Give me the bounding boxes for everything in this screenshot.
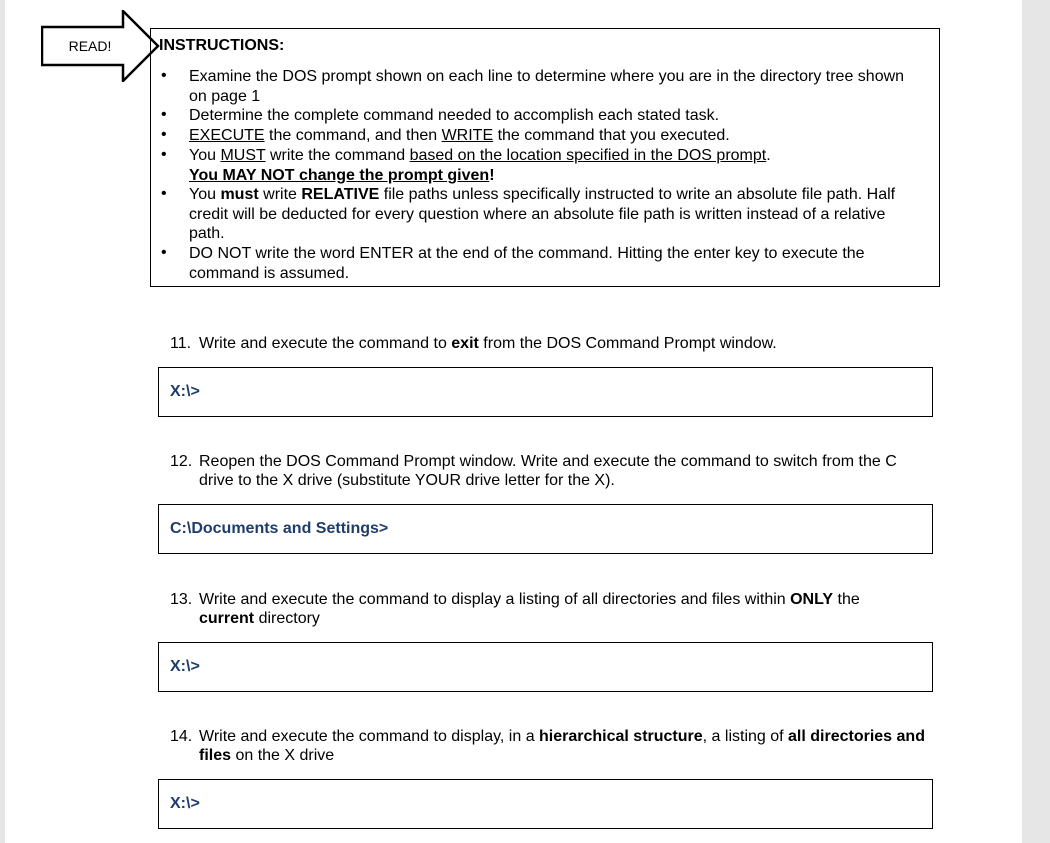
answer-box-14[interactable] bbox=[158, 779, 933, 829]
read-callout-label: READ! bbox=[68, 38, 112, 54]
instruction-item-2: Determine the complete command needed to accomplish each stated task. bbox=[189, 107, 720, 124]
bullet-icon: • bbox=[161, 185, 167, 202]
dos-prompt: C:\Documents and Settings> bbox=[170, 520, 389, 537]
instructions-title: INSTRUCTIONS: bbox=[159, 37, 285, 54]
instruction-item-1: Examine the DOS prompt shown on each line to determine where you are in the directory tree shown on page 1 bbox=[189, 68, 905, 105]
answer-box-11[interactable] bbox=[158, 367, 933, 417]
question-14: 14. Write and execute the command to display, in a hierarchical structure, a listing of all directories and files on the X drive bbox=[170, 728, 925, 764]
question-12: 12. Reopen the DOS Command Prompt window. Write and execute the command to switch from the C drive to the X drive (substitute YOUR drive letter for the X). bbox=[170, 453, 897, 489]
dos-prompt: X:\> bbox=[170, 383, 200, 400]
instruction-item-5: You must write RELATIVE file paths unless specifically instructed to write an absolute file path. Half credit will be deducted for every question where an absolute file path is written instead of a relative path. bbox=[189, 186, 896, 242]
instruction-item-6: DO NOT write the word ENTER at the end of the command. Hitting the enter key to execute the command is assumed. bbox=[189, 245, 865, 282]
bullet-icon: • bbox=[161, 67, 167, 84]
write-emphasis: WRITE bbox=[441, 127, 494, 144]
answer-box-13[interactable] bbox=[158, 642, 933, 692]
instructions-box bbox=[150, 28, 940, 287]
dos-prompt: X:\> bbox=[170, 658, 200, 675]
dos-prompt: X:\> bbox=[170, 795, 200, 812]
instruction-item-3: EXECUTE the command, and then WRITE the command that you executed. bbox=[189, 127, 730, 144]
question-13: 13. Write and execute the command to display a listing of all directories and files within ONLY the current directory bbox=[170, 591, 860, 627]
answer-box-12[interactable] bbox=[158, 504, 933, 554]
bullet-icon: • bbox=[161, 244, 167, 261]
question-11: 11. Write and execute the command to exit from the DOS Command Prompt window. bbox=[170, 335, 777, 352]
instruction-item-4: You MUST write the command based on the location specified in the DOS prompt. You MAY NOT change the prompt given! bbox=[189, 147, 771, 184]
vertical-scrollbar[interactable] bbox=[1022, 0, 1050, 843]
bullet-icon: • bbox=[161, 126, 167, 143]
document-page bbox=[5, 0, 1022, 843]
execute-emphasis: EXECUTE bbox=[189, 127, 265, 144]
bullet-icon: • bbox=[161, 106, 167, 123]
bullet-icon: • bbox=[161, 146, 167, 163]
